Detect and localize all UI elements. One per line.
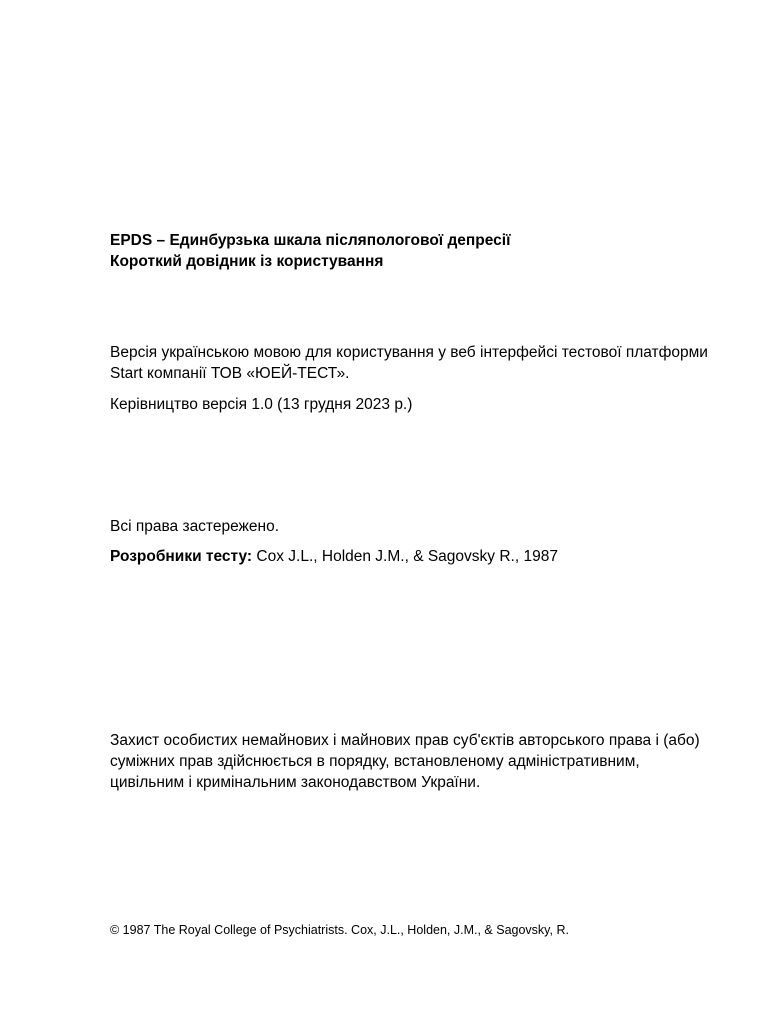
rights-reserved: Всі права застережено. [110, 518, 280, 535]
document-title [110, 230, 710, 272]
authors-value: Cox J.L., Holden J.M., & Sagovsky R., 1987 [252, 548, 558, 565]
copyright-protection-notice: Захист особистих немайнових і майнових прав суб'єктів авторського права і (або) суміжних прав здійснюється в порядку, встановленому адміністративним, цивільним і кримінальним законодавством України. [110, 732, 700, 791]
test-authors [110, 546, 710, 567]
version-description: Версія українською мовою для користування у веб інтерфейсі тестової платформи Start компанії ТОВ «ЮЕЙ-ТЕСТ». [110, 344, 708, 382]
guide-version: Керівництво версія 1.0 (13 грудня 2023 р.) [110, 396, 413, 413]
title-line-1: EPDS – Единбурзька шкала післяпологової депресії [110, 232, 511, 249]
title-line-2: Короткий довідник із користування [110, 253, 384, 270]
copyright-footer: © 1987 The Royal College of Psychiatrists. Cox, J.L., Holden, J.M., & Sagovsky, R. [110, 923, 569, 937]
authors-label: Розробники тесту: [110, 548, 253, 565]
